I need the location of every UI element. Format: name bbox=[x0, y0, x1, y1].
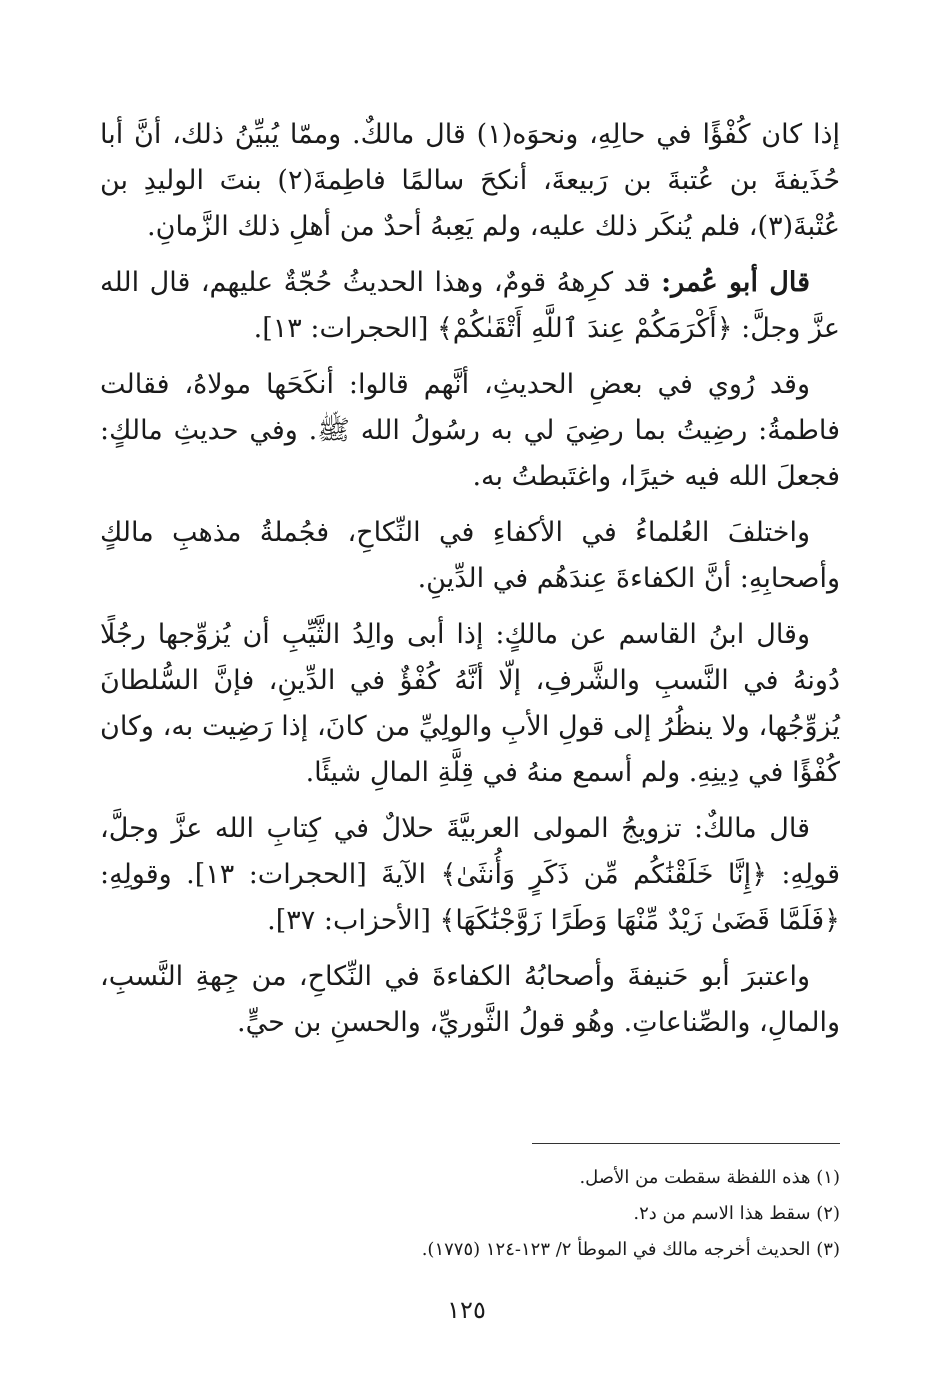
paragraph-3: وقد رُوي في بعضِ الحديثِ، أنَّهم قالوا: أنكَحَها مولاهُ، فقالت فاطمةُ: رضِيتُ بما رضِيَ لي به رسُولُ الله ﷺ. وفي حديثِ مالكٍ: فجعلَ الله فيه خيرًا، واغتَبطتُ به. bbox=[100, 369, 840, 492]
paragraph-2 bbox=[100, 260, 840, 352]
page-body bbox=[100, 112, 840, 1056]
paragraph-6: قال مالكٌ: تزويجُ المولى العربيَّةَ حلالٌ في كِتابِ الله عزَّ وجلَّ، قولِهِ: ﴿إِنَّا خَلَقْنَٰكُم مِّن ذَكَرٍ وَأُنثَىٰ﴾ الآيةَ [الحجرات: ١٣]. وقولِهِ: ﴿فَلَمَّا قَضَىٰ زَيْدٌ مِّنْهَا وَطَرًا زَوَّجْنَٰكَهَا﴾ [الأحزاب: ٣٧]. bbox=[100, 813, 840, 936]
footnote-divider bbox=[532, 1143, 840, 1144]
footnote-1: (١) هذه اللفظة سقطت من الأصل. bbox=[579, 1167, 840, 1188]
paragraph-1: إذا كان كُفْؤًا في حالِهِ، ونحوَه(١) قال مالكٌ. وممّا يُبيِّنُ ذلك، أنَّ أبا حُذَيفةَ بن عُتبةَ بن رَبيعةَ، أنكحَ سالمًا فاطِمةَ(٢) بنتَ الوليدِ بن عُتْبةَ(٣)، فلم يُنكَر ذلك عليه، ولم يَعِبهُ أحدٌ من أهلِ ذلك الزَّمانِ. bbox=[100, 119, 841, 242]
footnotes bbox=[100, 1160, 840, 1268]
footnote-2: (٢) سقط هذا الاسم من د٢. bbox=[633, 1203, 840, 1224]
paragraph-5: وقال ابنُ القاسم عن مالكٍ: إذا أبى والِدُ الثَّيِّبِ أن يُزوِّجها رجُلًا دُونهُ في النَّسبِ والشَّرفِ، إلّا أنَّهُ كُفْؤٌ في الدِّينِ، فإنَّ السُّلطانَ يُزوِّجُها، ولا ينظُرُ إلى قولِ الأبِ والولِيِّ من كانَ، إذا رَضِيت به، وكان كُفْؤًا في دِينِهِ. ولم أسمع منهُ في قِلَّةِ المالِ شيئًا. bbox=[100, 619, 840, 788]
paragraph-2-text: قد كرِههُ قومٌ، وهذا الحديثُ حُجّةٌ عليهم، قال الله عزَّ وجلَّ: ﴿أَكْرَمَكُمْ عِندَ ٱللَّهِ أَتْقَىٰكُمْ﴾ [الحجرات: ١٣]. bbox=[100, 267, 840, 344]
paragraph-4: واختلفَ العُلماءُ في الأكفاءِ في النِّكاحِ، فجُملةُ مذهبِ مالكٍ وأصحابِهِ: أنَّ الكفاءةَ عِندَهُم في الدِّينِ. bbox=[100, 517, 840, 594]
paragraph-7: واعتبرَ أبو حَنيفةَ وأصحابُهُ الكفاءةَ في النِّكاحِ، من جِهةِ النَّسبِ، والمالِ، والصِّناعاتِ. وهُو قولُ الثَّوريِّ، والحسنِ بن حيٍّ. bbox=[100, 961, 840, 1038]
page-number: ١٢٥ bbox=[447, 1296, 486, 1324]
speaker-label: قال أبو عُمر: bbox=[661, 267, 810, 298]
footnote-3: (٣) الحديث أخرجه مالك في الموطأ ٢/ ١٢٣-١٢٤ (١٧٧٥). bbox=[421, 1239, 840, 1260]
